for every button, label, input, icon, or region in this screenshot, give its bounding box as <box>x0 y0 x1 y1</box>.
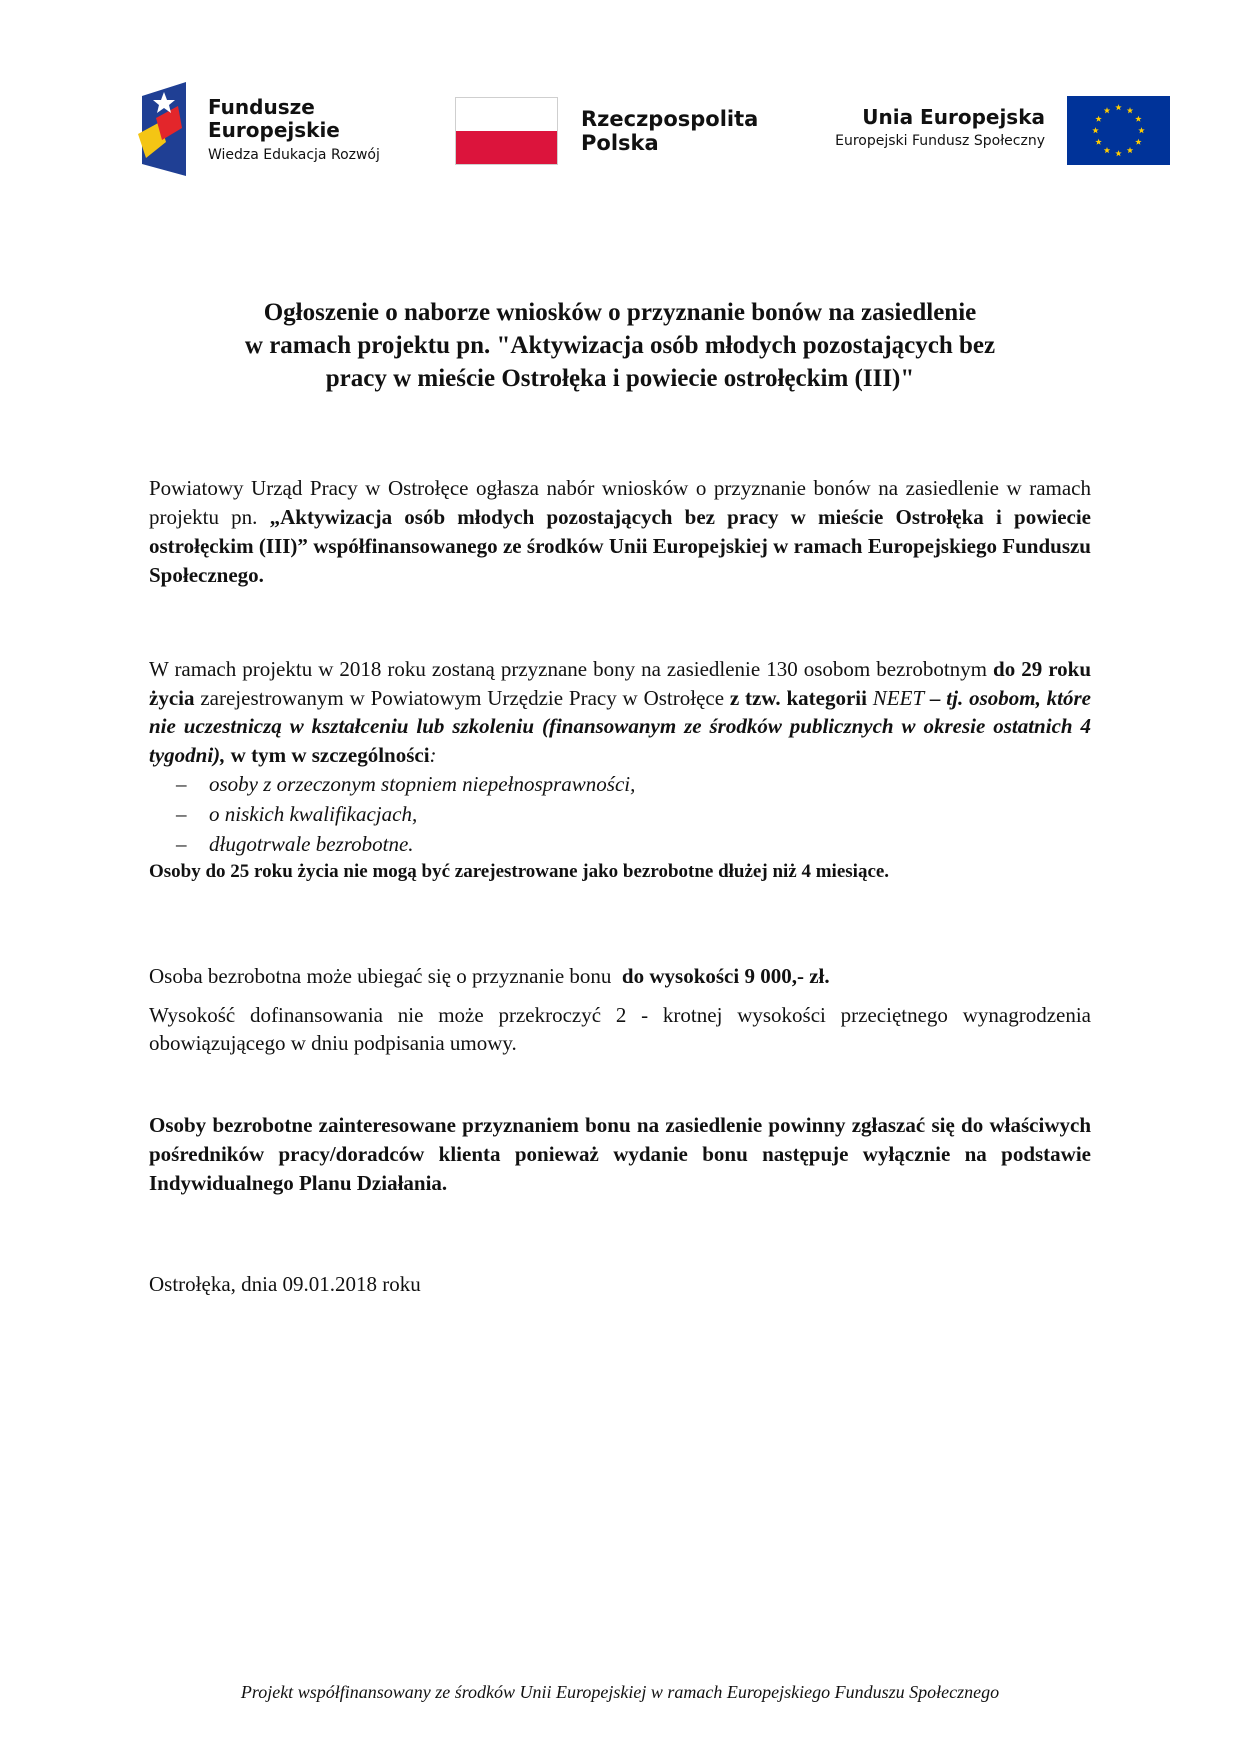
list-item: – osoby z orzeczonym stopniem niepełnosprawności, <box>149 769 1091 799</box>
intro-lead: Powiatowy Urząd Pracy w Ostrołęce ogłasza nabór wniosków o przyznanie bonów na zasiedlenie w ramach projektu pn. <box>149 476 1091 529</box>
priority-groups-list <box>149 769 1091 859</box>
fe-line1: Fundusze <box>208 95 315 119</box>
eligibility-t2: zarejestrowanym w Powiatowym Urzędzie Pracy w Ostrołęce <box>200 685 725 710</box>
eligibility-t1: W ramach projektu w 2018 roku zostaną przyznane bony na zasiedlenie 130 osobom bezrobotnym <box>149 657 988 681</box>
age-25-note: Osoby do 25 roku życia nie mogą być zarejestrowane jako bezrobotne dłużej niż 4 miesiące. <box>149 861 890 882</box>
age-limit: do 29 roku życia <box>149 657 1092 710</box>
intro-paragraph <box>149 474 1091 590</box>
rp-line2: Polska <box>581 131 659 155</box>
footer-note: Projekt współfinansowany ze środków Unii Europejskiej w ramach Europejskiego Funduszu Społecznego <box>240 1682 1000 1702</box>
amount-paragraph <box>149 962 1091 991</box>
ue-line1: Unia Europejska <box>862 105 1045 129</box>
rp-line1: Rzeczpospolita <box>581 107 759 131</box>
project-name: „Aktywizacja osób młodych pozostających bez pracy w mieście Ostrołęka i powiecie ostrołęckim (III)” współfinansowanego ze środków Unii Europejskiej w ramach Europejskiego Funduszu Społecznego. <box>149 505 1091 587</box>
funding-limit-paragraph: Wysokość dofinansowania nie może przekroczyć 2 - krotnej wysokości przeciętnego wynagrodzenia obowiązującego w dniu podpisania umowy. <box>149 1003 1091 1055</box>
fundusze-europejskie-text <box>208 96 380 166</box>
in-particular-label: w tym w szczególności <box>230 742 430 767</box>
in-particular-colon: : <box>429 742 437 767</box>
title-line-2: w ramach projektu pn. "Aktywizacja osób młodych pozostających bez <box>244 332 996 359</box>
page-title <box>150 296 1090 395</box>
ue-line2: Europejski Fundusz Społeczny <box>835 133 1045 149</box>
fundusze-europejskie-mark-icon <box>138 82 186 176</box>
category-label: z tzw. kategorii <box>729 685 867 710</box>
eu-flag-icon <box>1067 96 1170 165</box>
list-item: – długotrwale bezrobotne. <box>149 829 1091 859</box>
polish-flag-icon <box>455 97 558 165</box>
fe-line2: Europejskie <box>208 118 340 142</box>
rzeczpospolita-polska-logo <box>455 97 785 169</box>
title-line-3: pracy w mieście Ostrołęka i powiecie ostrołęckim (III)" <box>325 365 915 392</box>
fundusze-europejskie-logo <box>138 82 398 176</box>
amount-value: do wysokości 9 000,- zł. <box>621 964 830 988</box>
amount-text: Osoba bezrobotna może ubiegać się o przyznanie bonu <box>149 964 612 988</box>
date-line: Ostrołęka, dnia 09.01.2018 roku <box>149 1272 421 1296</box>
fe-tagline: Wiedza Edukacja Rozwój <box>208 147 380 163</box>
logo-bar <box>0 0 1240 200</box>
contact-paragraph: Osoby bezrobotne zainteresowane przyznaniem bonu na zasiedlenie powinny zgłaszać się do właściwych pośredników pracy/doradców klienta ponieważ wydanie bonu następuje wyłącznie na podstawie Indywidualnego Planu Działania. <box>149 1113 1091 1195</box>
title-line-1: Ogłoszenie o naborze wniosków o przyznanie bonów na zasiedlenie <box>263 299 977 326</box>
list-item: – o niskich kwalifikacjach, <box>149 799 1091 829</box>
unia-europejska-logo <box>815 96 1170 168</box>
eligibility-paragraph <box>149 655 1091 885</box>
rp-text <box>581 107 758 155</box>
neet-label: NEET <box>872 685 925 710</box>
ue-text <box>835 104 1045 152</box>
neet-definition: – tj. osobom, które nie uczestniczą w kształceniu lub szkoleniu (finansowanym ze środków publicznych w okresie ostatnich 4 tygodni), <box>149 685 1091 767</box>
